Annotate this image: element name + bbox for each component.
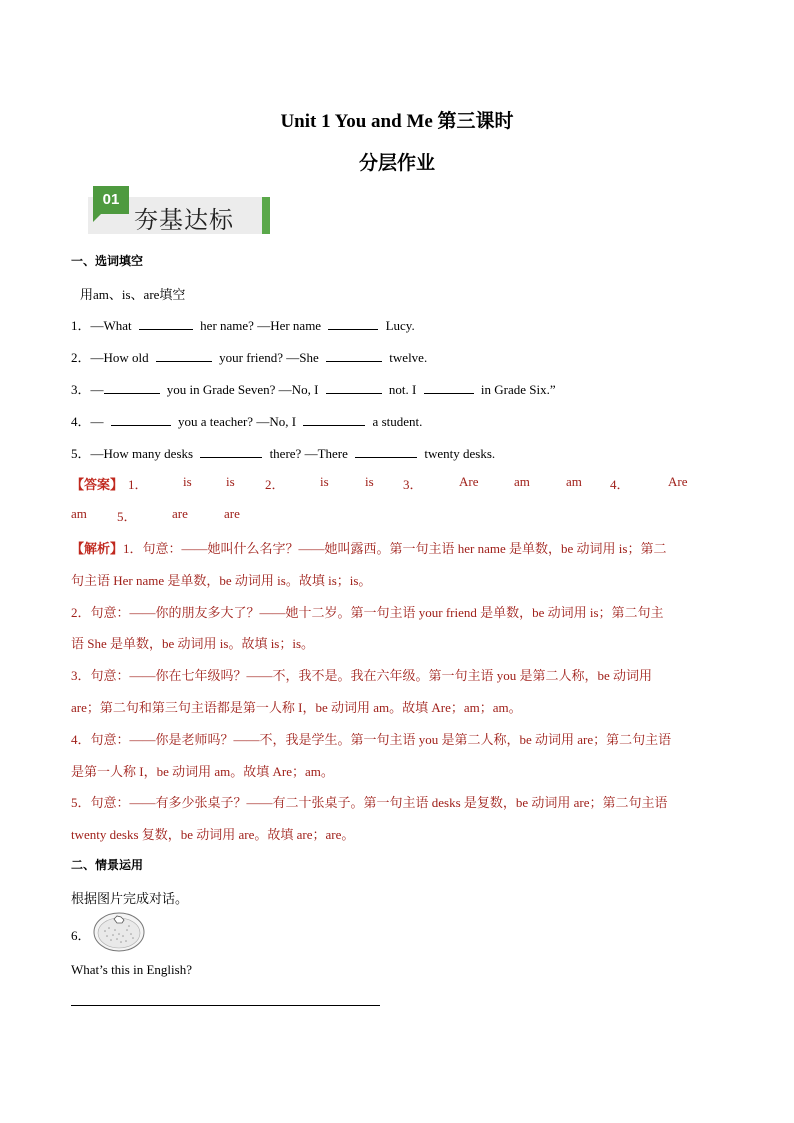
answer-blank[interactable] — [200, 445, 262, 458]
answer-blank[interactable] — [328, 317, 378, 330]
question-text: — — [90, 414, 104, 429]
answer-item: 1． — [128, 477, 148, 492]
page-title: Unit 1 You and Me 第三课时 — [280, 111, 514, 132]
analysis-line-3: 2．句意：——你的朋友多大了？——她十二岁。第一句主语 your friend 是单数，be 动词用 is；第二句主 — [71, 605, 664, 620]
answer-item: 5． — [117, 509, 137, 524]
analysis-line-8: 是第一人称 I，be 动词用 am。故填 Are；am。 — [71, 764, 334, 779]
answer-blank[interactable] — [156, 349, 212, 362]
question-4 — [71, 411, 422, 430]
answer-item: is — [183, 474, 192, 489]
question-text: in Grade Six.” — [480, 382, 556, 397]
question-6-number: 6． — [71, 928, 91, 943]
answer-blank[interactable] — [303, 413, 365, 426]
analysis-line-4: 语 She 是单数，be 动词用 is。故填 is；is。 — [71, 636, 315, 651]
question-text: her name? —Her name — [200, 318, 322, 333]
answer-item: is — [320, 474, 329, 489]
question-number: 5． — [71, 446, 91, 461]
analysis-line-7: 4．句意：——你是老师吗？——不，我是学生。第一句主语 you 是第二人称，be 动词用 are；第二句主语 — [71, 732, 672, 747]
question-text: not. I — [388, 382, 417, 397]
analysis-text: 1．句意：——她叫什么名字？——她叫露西。第一句主语 her name 是单数，be 动词用 is；第二 — [123, 541, 667, 556]
analysis-line-10: twenty desks 复数，be 动词用 are。故填 are；are。 — [71, 827, 355, 842]
question-5 — [71, 443, 495, 462]
answer-blank[interactable] — [326, 349, 382, 362]
answer-item: 4． — [610, 477, 630, 492]
answer-item: 2． — [265, 477, 285, 492]
answer-blank[interactable] — [104, 381, 160, 394]
question-text: Lucy. — [385, 318, 415, 333]
page-subtitle: 分层作业 — [358, 153, 435, 174]
answer-tag: 【答案】 — [71, 477, 124, 492]
question-6-text: What’s this in English? — [71, 962, 192, 977]
analysis-tag: 【解析】 — [71, 541, 124, 556]
question-text: —What — [90, 318, 132, 333]
answer-blank[interactable] — [355, 445, 417, 458]
section-banner — [84, 184, 272, 238]
analysis-line-5: 3．句意：——你在七年级吗？——不，我不是。我在六年级。第一句主语 you 是第二人称，be 动词用 — [71, 668, 653, 683]
question-text: you in Grade Seven? —No, I — [166, 382, 319, 397]
answer-item: is — [226, 474, 235, 489]
banner-label: 夯基达标 — [134, 206, 234, 234]
answer-blank[interactable] — [139, 317, 193, 330]
analysis-line-9: 5．句意：——有多少张桌子？——有二十张桌子。第一句主语 desks 是复数，be 动词用 are；第二句主语 — [71, 795, 668, 810]
question-text: twelve. — [389, 350, 428, 365]
answer-blank[interactable] — [424, 381, 474, 394]
sieve-picture — [93, 909, 145, 953]
question-3 — [71, 379, 556, 398]
analysis-line-1 — [71, 538, 666, 557]
section2-instruction: 根据图片完成对话。 — [71, 891, 189, 906]
question-number: 3． — [71, 382, 91, 397]
analysis-line-6: are；第二句和第三句主语都是第一人称 I，be 动词用 am。故填 Are；am；am。 — [71, 700, 522, 715]
analysis-line-2: 句主语 Her name 是单数，be 动词用 is。故填 is；is。 — [71, 573, 372, 588]
question-number: 4． — [71, 414, 91, 429]
question-text: —How old — [90, 350, 149, 365]
question-1 — [71, 315, 415, 334]
answer-item: are — [224, 506, 240, 521]
question-text: — — [90, 382, 104, 397]
answer-blank[interactable] — [111, 413, 171, 426]
banner-badge: 01 — [93, 186, 129, 214]
question-text: there? —There — [269, 446, 348, 461]
question-text: you a teacher? —No, I — [178, 414, 297, 429]
answer-blank[interactable] — [326, 381, 382, 394]
answer-line[interactable] — [71, 1005, 380, 1006]
answer-item: 3． — [403, 477, 423, 492]
question-text: your friend? —She — [219, 350, 319, 365]
answer-item: is — [365, 474, 374, 489]
banner-accent-bar — [262, 197, 270, 234]
answer-item: am — [566, 474, 582, 489]
answer-item: Are — [459, 474, 479, 489]
question-2 — [71, 347, 427, 366]
section1-heading: 一、选词填空 — [71, 254, 144, 268]
banner-badge-tail — [93, 213, 102, 222]
question-text: —How many desks — [90, 446, 194, 461]
question-number: 1． — [71, 318, 91, 333]
question-text: a student. — [372, 414, 423, 429]
question-number: 2． — [71, 350, 91, 365]
section2-heading: 二、情景运用 — [71, 858, 144, 872]
question-text: twenty desks. — [424, 446, 496, 461]
section1-instruction: 用am、is、are填空 — [80, 287, 186, 302]
answer-item: am — [71, 506, 87, 521]
answer-item: am — [514, 474, 530, 489]
answer-item: are — [172, 506, 188, 521]
answer-item: Are — [668, 474, 688, 489]
